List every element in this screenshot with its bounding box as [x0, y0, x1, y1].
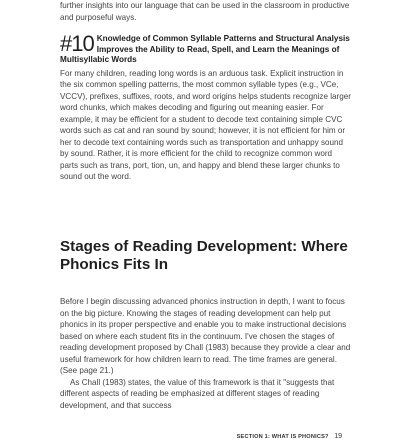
stages-body: [60, 296, 352, 411]
page-footer: [237, 433, 342, 441]
section-heading: Knowledge of Common Syllable Patterns and Structural Analysis Improves the Ability to Read, Spell, and Learn the Meanings of Multisyllabic Words: [60, 34, 350, 65]
intro-paragraph-block: [60, 0, 352, 23]
footer-section-label: SECTION 1: WHAT IS PHONICS?: [236, 434, 329, 440]
section-number: #10: [60, 31, 94, 56]
section-10: [60, 31, 352, 183]
page-number: 19: [334, 433, 342, 440]
stages-paragraph-2: As Chall (1983) states, the value of this framework is that it "suggests that different aspects of reading be emphasized at different stages of reading development, and that success: [60, 377, 335, 410]
intro-paragraph: further insights into our language that can be used in the classroom in productive and purposeful ways.: [60, 1, 350, 22]
stages-heading: Stages of Reading Development: Where Phonics Fits In: [60, 238, 348, 273]
stages-paragraph-1: Before I begin discussing advanced phonics instruction in depth, I want to focus on the big picture. Knowing the stages of reading development can help put phonics in its proper perspective and enable you to make instructional decisions based on where each student fits in the continuum. I've chosen the stages of reading development proposed by Chall (1983) because they provide a clear and useful framework for how children learn to read. The time frames are general. (See page 21.): [60, 297, 351, 375]
section-10-body: For many children, reading long words is an arduous task. Explicit instruction in the six common spelling patterns, the most common syllable types (e.g., VCe, VCCV), prefixes, suffixes, roots, and word origins helps students recognize larger word chunks, which makes decoding and figuring out meaning easier. For example, it may be efficient for a student to decode text containing simple CVC words such as cat and ran sound by sound; however, it is not efficient for him or her to decode text containing words such as transportation and unhappy sound by sound. Rather, it is more efficient for the child to recognize common word parts such as trans, port, tion, un, and happy and blend these larger chunks to sound out the word.: [60, 68, 351, 182]
